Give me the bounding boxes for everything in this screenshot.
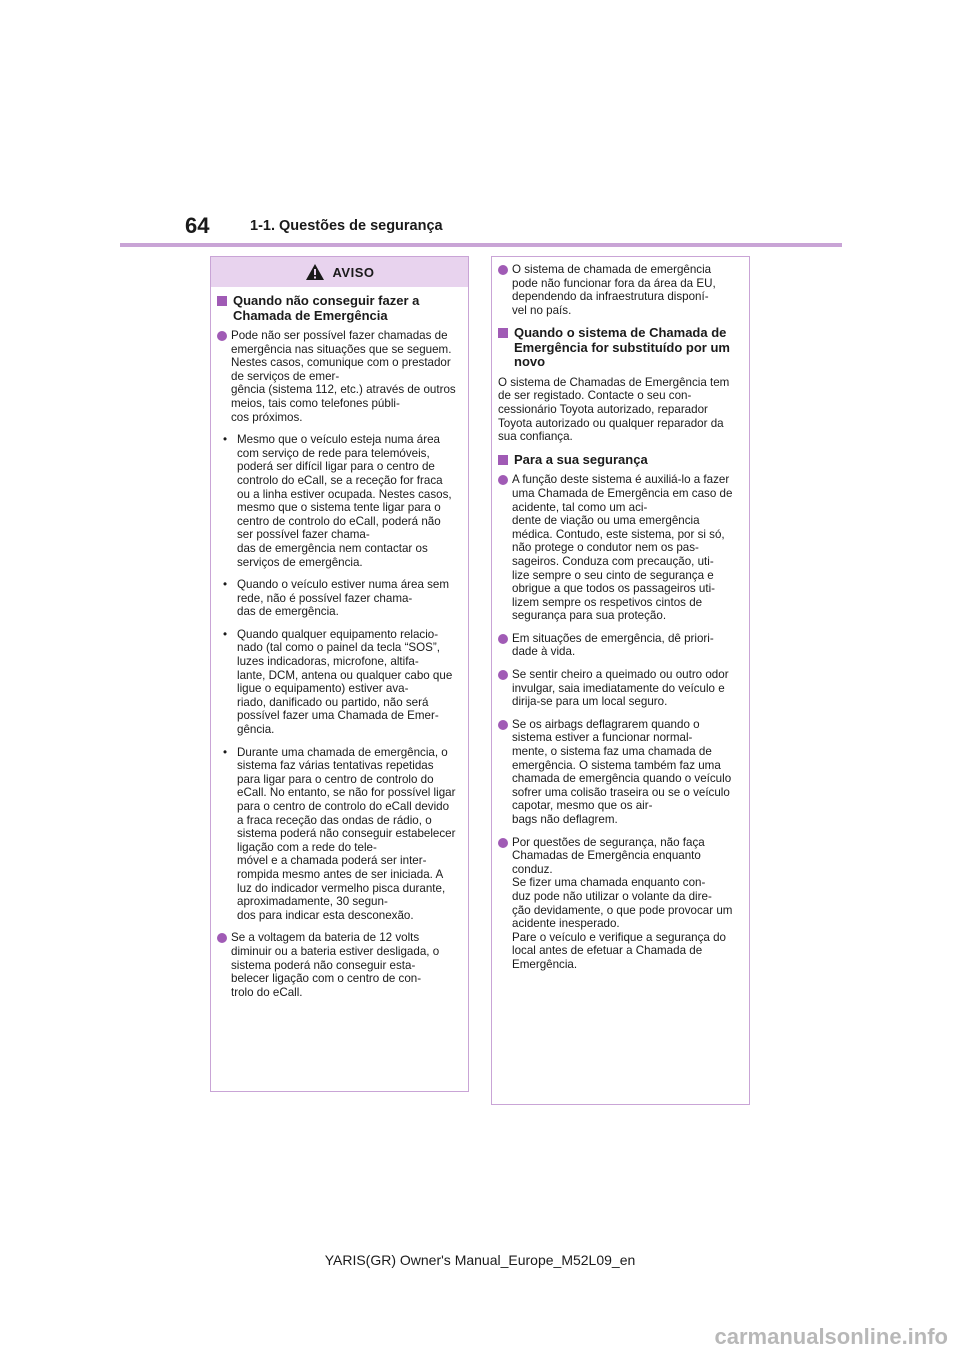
bullet-text: Pode não ser possível fazer chamadas de emergência nas situações que se seguem. Nestes casos, comunique com o prestador de serviços de emer- gência (sistema 112, etc.) através de outros meios, tais como telefones públi- cos próximos. bbox=[231, 329, 456, 424]
sub-item bbox=[223, 433, 456, 569]
heading-text: Quando não conseguir fazer a Chamada de Emergência bbox=[233, 293, 420, 323]
heading-text: Quando o sistema de Chamada de Emergência for substituído por um novo bbox=[514, 325, 730, 370]
watermark: carmanualsonline.info bbox=[714, 1324, 948, 1349]
bullet-item bbox=[498, 263, 737, 317]
header-rule bbox=[120, 243, 842, 247]
sub-bullet-mark: • bbox=[223, 578, 228, 592]
sub-item-text: Quando qualquer equipamento relacio- nado (tal como o painel da tecla “SOS”, luzes indicadoras, microfone, altifa- lante, DCM, antena ou qualquer cabo que ligue o equipamento) estiver ava- riado, danificado ou partido, não será possível fazer uma Chamada de Emer- gência. bbox=[237, 627, 453, 737]
warning-triangle-icon bbox=[305, 263, 325, 281]
sub-item-text: Durante uma chamada de emergência, o sistema faz várias tentativas repetidas para ligar para o centro de controlo do eCall. No entanto, se não for possível ligar para o centro de controlo do eCall devido a fraca receção das ondas de rádio, o sistema poderá não conseguir estabelecer ligação com a rede do tele- móvel e a chamada poderá ser inter- rompida mesmo antes de ser iniciada. A luz do indicador vermelho pisca durante, aproximadamente, 30 segun- dos para indicar esta desconexão. bbox=[237, 745, 456, 922]
round-bullet-icon bbox=[217, 331, 227, 341]
paragraph: O sistema de Chamadas de Emergência tem de ser registado. Contacte o seu con- cessionário Toyota autorizado, reparador Toyota autorizado ou qualquer reparador da sua confiança. bbox=[498, 375, 730, 444]
round-bullet-icon bbox=[498, 670, 508, 680]
heading-text: Para a sua segurança bbox=[514, 451, 648, 467]
section-heading bbox=[217, 294, 456, 323]
bullet-text: Se os airbags deflagrarem quando o sistema estiver a funcionar normal- mente, o sistema faz uma chamada de emergência. O sistema também faz uma chamada de emergência quando o veículo sofrer uma colisão traseira ou se o veículo capotar, mesmo que os air- bags não deflagrem. bbox=[512, 717, 732, 826]
square-bullet-icon bbox=[217, 296, 227, 306]
footer-manual-id: YARIS(GR) Owner's Manual_Europe_M52L09_en bbox=[324, 1252, 636, 1268]
chapter-title: 1-1. Questões de segurança bbox=[250, 218, 443, 234]
section-heading bbox=[498, 326, 737, 370]
square-bullet-icon bbox=[498, 328, 508, 338]
sub-bullet-mark: • bbox=[223, 745, 228, 759]
warning-box bbox=[210, 256, 469, 1092]
bullet-text: A função deste sistema é auxiliá-lo a fazer uma Chamada de Emergência em caso de acidente, tal como um aci- dente de viação ou uma emergência médica. Contudo, este sistema, por si só, não protege o condutor nem os pas- sageiros. Conduza com precaução, uti- lize sempre o seu cinto de segurança e obrigue a que todos os passageiros uti- lizem sempre os respetivos cintos de segurança para sua proteção. bbox=[512, 473, 733, 623]
section-heading bbox=[498, 453, 737, 468]
bullet-text: Se a voltagem da bateria de 12 volts diminuir ou a bateria estiver desligada, o sistema poderá não conseguir esta- belecer ligação com o centro de con- trolo do eCall. bbox=[231, 931, 440, 999]
page-number: 64 bbox=[185, 213, 210, 238]
round-bullet-icon bbox=[498, 720, 508, 730]
round-bullet-icon bbox=[498, 265, 508, 275]
bullet-item bbox=[217, 931, 456, 999]
round-bullet-icon bbox=[498, 475, 508, 485]
bullet-item bbox=[498, 632, 737, 659]
round-bullet-icon bbox=[217, 933, 227, 943]
bullet-text: O sistema de chamada de emergência pode não funcionar fora da área da EU, dependendo da infraestrutura disponí- vel no país. bbox=[512, 263, 716, 317]
round-bullet-icon bbox=[498, 634, 508, 644]
info-box bbox=[491, 256, 750, 1105]
square-bullet-icon bbox=[498, 455, 508, 465]
bullet-text: Se sentir cheiro a queimado ou outro odor invulgar, saia imediatamente do veículo e dirija-se para um local seguro. bbox=[512, 668, 729, 709]
sub-item bbox=[223, 578, 456, 619]
sub-item-text: Mesmo que o veículo esteja numa área com serviço de rede para telemóveis, poderá ser difícil ligar para o centro de controlo do eCall, se a receção for fraca ou a linha estiver ocupada. Nestes casos, mesmo que o sistema tente ligar para o centro de controlo do eCall, poderá não ser possível fazer chama- das de emergência nem contactar os serviços de emergência. bbox=[237, 433, 452, 569]
bullet-item bbox=[498, 718, 737, 827]
bullet-item bbox=[217, 329, 456, 424]
sub-bullet-mark: • bbox=[223, 433, 228, 447]
aviso-header bbox=[211, 257, 468, 287]
bullet-item bbox=[498, 836, 737, 972]
aviso-label: AVISO bbox=[332, 264, 375, 280]
bullet-item bbox=[498, 668, 737, 709]
sub-item bbox=[223, 746, 456, 923]
bullet-text: Em situações de emergência, dê priori- dade à vida. bbox=[512, 631, 714, 659]
sub-item bbox=[223, 628, 456, 737]
sub-bullet-mark: • bbox=[223, 627, 228, 641]
sub-item-text: Quando o veículo estiver numa área sem rede, não é possível fazer chama- das de emergência. bbox=[237, 578, 450, 619]
bullet-text: Por questões de segurança, não faça Chamadas de Emergência enquanto conduz. Se fizer uma chamada enquanto con- duz pode não utilizar o volante da dire- ção devidamente, o que pode provocar um acidente inesperado. Pare o veículo e verifique a segurança do local antes de efetuar a Chamada de Emergência. bbox=[512, 835, 733, 971]
bullet-item bbox=[498, 473, 737, 623]
round-bullet-icon bbox=[498, 838, 508, 848]
